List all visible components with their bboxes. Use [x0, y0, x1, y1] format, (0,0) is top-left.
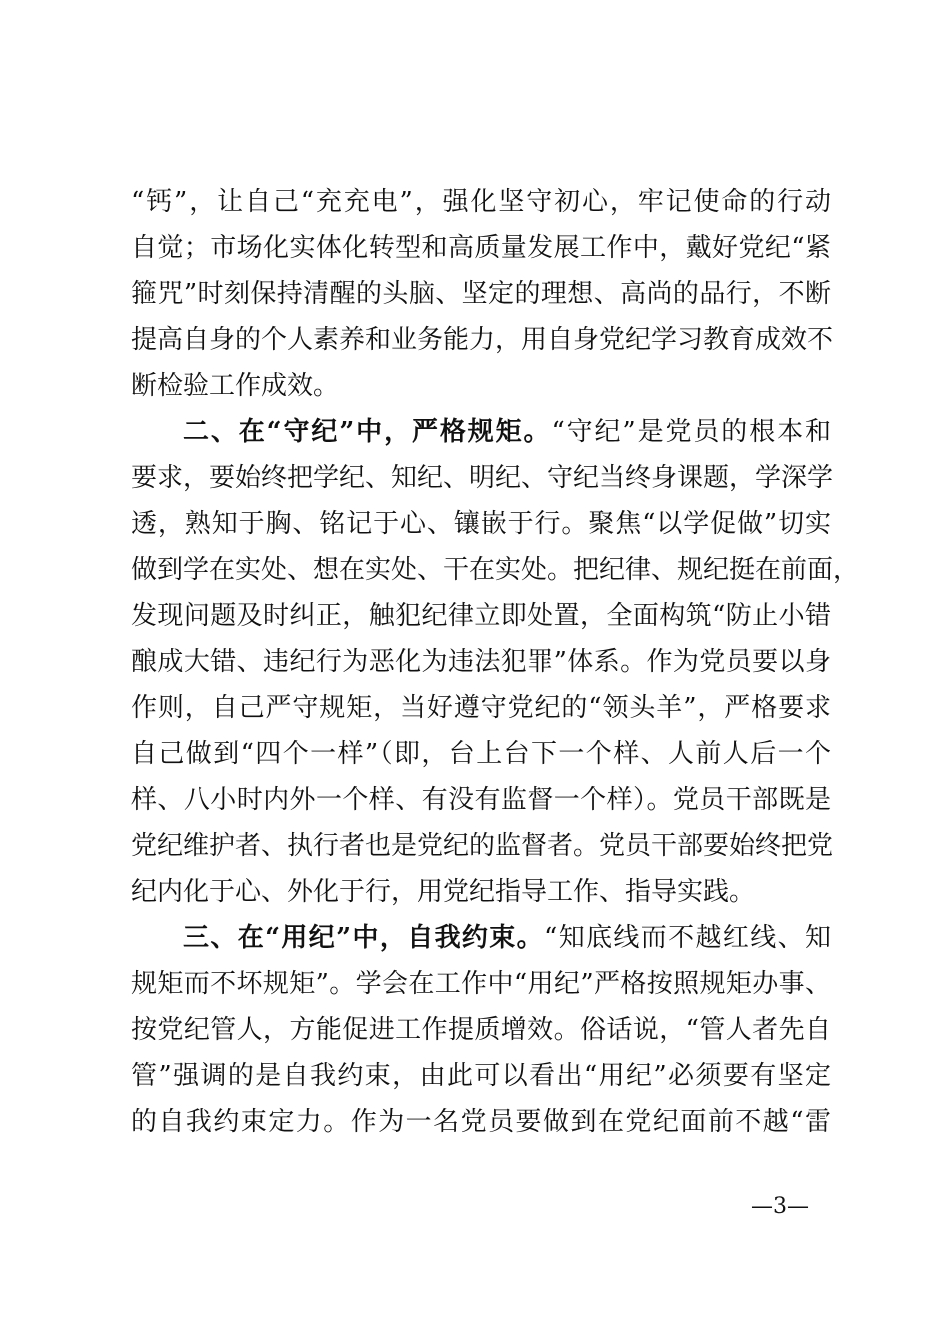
text-line-rest: “守纪”是党员的根本和: [551, 417, 831, 447]
text-line: 酿成大错、违纪行为恶化为违法犯罪”体系。作为党员要以身: [131, 647, 831, 677]
text-line: 管”强调的是自我约束，由此可以看出“用纪”必须要有坚定: [131, 1061, 831, 1091]
text-line: 按党纪管人，方能促进工作提质增效。俗话说，“管人者先自: [131, 1015, 831, 1045]
text-line: 作则，自己严守规矩，当好遵守党纪的“领头羊”，严格要求: [131, 693, 831, 723]
text-line: 箍咒”时刻保持清醒的头脑、坚定的理想、高尚的品行，不断: [131, 279, 831, 309]
section-heading-2: 二、在“守纪”中，严格规矩。: [183, 417, 552, 447]
text-line: 自己做到“四个一样”（即，台上台下一个样、人前人后一个: [131, 739, 831, 769]
text-line: 做到学在实处、想在实处、干在实处。把纪律、规纪挺在前面，: [131, 555, 860, 585]
text-line: 自觉；市场化实体化转型和高质量发展工作中，戴好党纪“紧: [131, 233, 831, 263]
text-line: 纪内化于心、外化于行，用党纪指导工作、指导实践。: [131, 877, 756, 907]
text-line: 样、八小时内外一个样、有没有监督一个样）。党员干部既是: [131, 785, 831, 815]
text-line: 党纪维护者、执行者也是党纪的监督者。党员干部要始终把党: [131, 831, 834, 861]
text-line: [183, 409, 831, 455]
text-line: 提高自身的个人素养和业务能力，用自身党纪学习教育成效不: [131, 325, 834, 355]
section-heading-3: 三、在“用纪”中，自我约束。: [183, 923, 545, 953]
text-line: 要求，要始终把学纪、知纪、明纪、守纪当终身课题，学深学: [131, 463, 834, 493]
text-line-rest: “知底线而不越红线、知: [544, 923, 831, 953]
text-line: 发现问题及时纠正，触犯纪律立即处置，全面构筑“防止小错: [131, 601, 831, 631]
text-line: “钙”，让自己“充充电”，强化坚守初心，牢记使命的行动: [131, 187, 831, 217]
text-line: 规矩而不坏规矩”。学会在工作中“用纪”严格按照规矩办事、: [131, 969, 831, 999]
text-line: 断检验工作成效。: [131, 371, 340, 401]
text-line: 透，熟知于胸、铭记于心、镶嵌于行。聚焦“以学促做”切实: [131, 509, 831, 539]
text-line: 的自我约束定力。作为一名党员要做到在党纪面前不越“雷: [131, 1107, 831, 1137]
text-line: [183, 915, 831, 961]
page-number: —3—: [751, 1194, 809, 1219]
